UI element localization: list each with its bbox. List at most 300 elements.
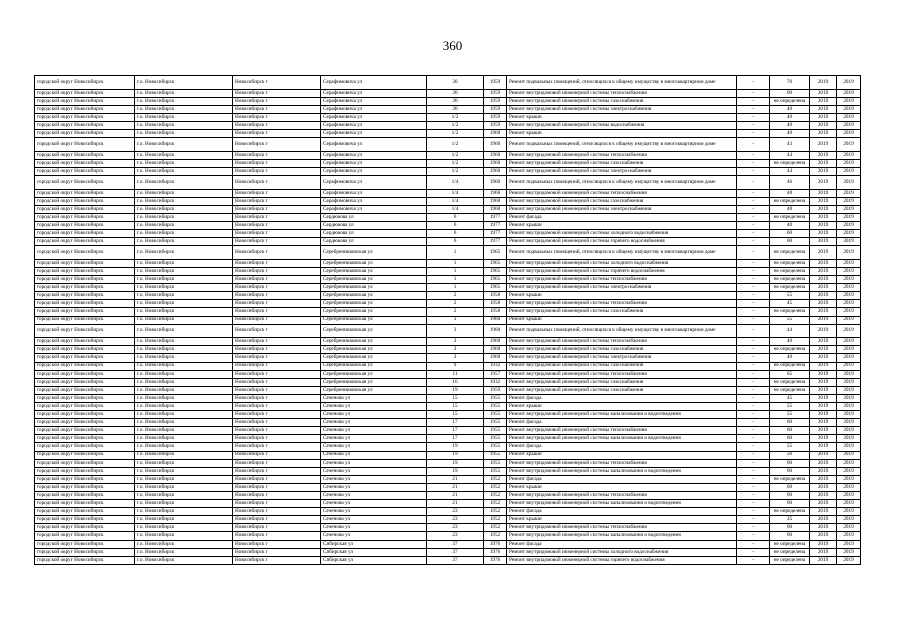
plan-year-end-cell: 2019 <box>837 362 861 370</box>
plan-year-start-cell: 2019 <box>810 394 837 402</box>
locality-cell: Новосибирск г <box>233 500 321 508</box>
plan-year-end-cell: 2019 <box>837 316 861 324</box>
locality-cell: Новосибирск г <box>233 370 321 378</box>
municipality-cell: г.о. Новосибирск <box>135 138 233 152</box>
build-year-cell: 1957 <box>484 370 507 378</box>
plan-year-start-cell: 2019 <box>810 222 837 230</box>
build-year-cell: 1965 <box>484 284 507 292</box>
work-type-cell: Ремонт крыши <box>507 113 737 121</box>
table-row <box>35 548 861 556</box>
build-year-cell: 1958 <box>484 308 507 316</box>
plan-year-start-cell: 2019 <box>810 435 837 443</box>
district-cell: городской округ Новосибирск <box>35 76 135 90</box>
municipality-cell: г.о. Новосибирск <box>135 524 233 532</box>
cost-cell: 60 <box>770 427 810 435</box>
street-cell: Сеченова ул <box>321 419 427 427</box>
table-row <box>35 121 861 129</box>
work-type-cell: Ремонт внутридомовой инженерной системы канализования и водоотведения <box>507 532 737 540</box>
work-type-cell: Ремонт внутридомовой инженерной системы газоснабжения <box>507 308 737 316</box>
dash-cell: - <box>737 508 770 516</box>
street-cell: Серебренниковская ул <box>321 284 427 292</box>
municipality-cell: г.о. Новосибирск <box>135 556 233 564</box>
plan-year-start-cell: 2019 <box>810 205 837 213</box>
municipality-cell: г.о. Новосибирск <box>135 419 233 427</box>
plan-year-start-cell: 2019 <box>810 402 837 410</box>
street-cell: Сеченова ул <box>321 443 427 451</box>
district-cell: городской округ Новосибирск <box>35 159 135 167</box>
district-cell: городской округ Новосибирск <box>35 556 135 564</box>
plan-year-start-cell: 2019 <box>810 151 837 159</box>
house-number-cell: 30 <box>427 89 484 97</box>
work-type-cell: Ремонт подвальных помещений, относящихся к общему имуществу в многоквартирном доме <box>507 176 737 190</box>
capital-repair-table <box>34 75 861 565</box>
cost-cell: не определена <box>770 267 810 275</box>
street-cell: Сеченова ул <box>321 402 427 410</box>
plan-year-end-cell: 2019 <box>837 189 861 197</box>
cost-cell: не определена <box>770 259 810 267</box>
district-cell: городской округ Новосибирск <box>35 346 135 354</box>
street-cell: Сердюкова ул <box>321 222 427 230</box>
plan-year-end-cell: 2019 <box>837 159 861 167</box>
work-type-cell: Ремонт внутридомовой инженерной системы газоснабжения <box>507 378 737 386</box>
house-number-cell: 3 <box>427 316 484 324</box>
municipality-cell: г.о. Новосибирск <box>135 159 233 167</box>
municipality-cell: г.о. Новосибирск <box>135 205 233 213</box>
work-type-cell: Ремонт внутридомовой инженерной системы теплоснабжения <box>507 338 737 346</box>
plan-year-end-cell: 2019 <box>837 556 861 564</box>
plan-year-start-cell: 2019 <box>810 483 837 491</box>
street-cell: Серафимовича ул <box>321 151 427 159</box>
municipality-cell: г.о. Новосибирск <box>135 516 233 524</box>
plan-year-end-cell: 2019 <box>837 222 861 230</box>
district-cell: городской округ Новосибирск <box>35 540 135 548</box>
house-number-cell: 23 <box>427 516 484 524</box>
plan-year-start-cell: 2019 <box>810 189 837 197</box>
locality-cell: Новосибирск г <box>233 378 321 386</box>
work-type-cell: Ремонт внутридомовой инженерной системы холодного водоснабжения <box>507 259 737 267</box>
plan-year-start-cell: 2019 <box>810 500 837 508</box>
plan-year-start-cell: 2019 <box>810 276 837 284</box>
work-type-cell: Ремонт фасада <box>507 475 737 483</box>
table-row <box>35 238 861 246</box>
municipality-cell: г.о. Новосибирск <box>135 89 233 97</box>
district-cell: городской округ Новосибирск <box>35 459 135 467</box>
locality-cell: Новосибирск г <box>233 189 321 197</box>
dash-cell: - <box>737 89 770 97</box>
plan-year-end-cell: 2019 <box>837 435 861 443</box>
municipality-cell: г.о. Новосибирск <box>135 213 233 221</box>
locality-cell: Новосибирск г <box>233 113 321 121</box>
plan-year-end-cell: 2019 <box>837 548 861 556</box>
dash-cell: - <box>737 230 770 238</box>
table-row <box>35 308 861 316</box>
work-type-cell: Ремонт фасада <box>507 213 737 221</box>
table-row <box>35 176 861 190</box>
work-type-cell: Ремонт внутридомовой инженерной системы теплоснабжения <box>507 427 737 435</box>
district-cell: городской округ Новосибирск <box>35 189 135 197</box>
municipality-cell: г.о. Новосибирск <box>135 394 233 402</box>
district-cell: городской округ Новосибирск <box>35 197 135 205</box>
cost-cell: не определена <box>770 378 810 386</box>
work-type-cell: Ремонт подвальных помещений, относящихся к общему имуществу в многоквартирном доме <box>507 324 737 338</box>
build-year-cell: 1977 <box>484 230 507 238</box>
build-year-cell: 1955 <box>484 394 507 402</box>
build-year-cell: 1977 <box>484 238 507 246</box>
street-cell: Серафимовича ул <box>321 176 427 190</box>
work-type-cell: Ремонт внутридомовой инженерной системы теплоснабжения <box>507 459 737 467</box>
plan-year-start-cell: 2019 <box>810 130 837 138</box>
municipality-cell: г.о. Новосибирск <box>135 197 233 205</box>
plan-year-end-cell: 2019 <box>837 205 861 213</box>
cost-cell: не определена <box>770 362 810 370</box>
work-type-cell: Ремонт внутридомовой инженерной системы горячего водоснабжения <box>507 238 737 246</box>
plan-year-start-cell: 2019 <box>810 213 837 221</box>
locality-cell: Новосибирск г <box>233 159 321 167</box>
cost-cell: 60 <box>770 89 810 97</box>
table-row <box>35 189 861 197</box>
work-type-cell: Ремонт подвальных помещений, относящихся к общему имуществу в многоквартирном доме <box>507 138 737 152</box>
locality-cell: Новосибирск г <box>233 338 321 346</box>
street-cell: Сеченова ул <box>321 451 427 459</box>
plan-year-start-cell: 2019 <box>810 346 837 354</box>
municipality-cell: г.о. Новосибирск <box>135 324 233 338</box>
dash-cell: - <box>737 167 770 175</box>
municipality-cell: г.о. Новосибирск <box>135 284 233 292</box>
table-row <box>35 338 861 346</box>
cost-cell: 70 <box>770 76 810 90</box>
dash-cell: - <box>737 386 770 394</box>
street-cell: Серебренниковская ул <box>321 300 427 308</box>
locality-cell: Новосибирск г <box>233 451 321 459</box>
cost-cell: 60 <box>770 230 810 238</box>
municipality-cell: г.о. Новосибирск <box>135 402 233 410</box>
plan-year-end-cell: 2019 <box>837 467 861 475</box>
dash-cell: - <box>737 276 770 284</box>
street-cell: Серебренниковская ул <box>321 378 427 386</box>
house-number-cell: 1 <box>427 267 484 275</box>
plan-year-end-cell: 2019 <box>837 427 861 435</box>
plan-year-start-cell: 2019 <box>810 121 837 129</box>
plan-year-end-cell: 2019 <box>837 500 861 508</box>
cost-cell: 40 <box>770 222 810 230</box>
dash-cell: - <box>737 411 770 419</box>
municipality-cell: г.о. Новосибирск <box>135 167 233 175</box>
street-cell: Серафимовича ул <box>321 121 427 129</box>
plan-year-start-cell: 2019 <box>810 176 837 190</box>
plan-year-end-cell: 2019 <box>837 524 861 532</box>
house-number-cell: 1/4 <box>427 176 484 190</box>
table-row <box>35 459 861 467</box>
build-year-cell: 1955 <box>484 402 507 410</box>
district-cell: городской округ Новосибирск <box>35 354 135 362</box>
plan-year-end-cell: 2019 <box>837 378 861 386</box>
house-number-cell: 3 <box>427 324 484 338</box>
build-year-cell: 1955 <box>484 427 507 435</box>
locality-cell: Новосибирск г <box>233 324 321 338</box>
build-year-cell: 1960 <box>484 205 507 213</box>
table-row <box>35 427 861 435</box>
plan-year-end-cell: 2019 <box>837 394 861 402</box>
cost-cell: 40 <box>770 105 810 113</box>
house-number-cell: 19 <box>427 459 484 467</box>
table-body <box>35 76 861 565</box>
locality-cell: Новосибирск г <box>233 292 321 300</box>
locality-cell: Новосибирск г <box>233 443 321 451</box>
build-year-cell: 1960 <box>484 167 507 175</box>
cost-cell: 46 <box>770 176 810 190</box>
plan-year-end-cell: 2019 <box>837 167 861 175</box>
table-row <box>35 259 861 267</box>
cost-cell: 60 <box>770 500 810 508</box>
cost-cell: 60 <box>770 532 810 540</box>
district-cell: городской округ Новосибирск <box>35 500 135 508</box>
municipality-cell: г.о. Новосибирск <box>135 483 233 491</box>
build-year-cell: 1959 <box>484 105 507 113</box>
dash-cell: - <box>737 524 770 532</box>
table-row <box>35 508 861 516</box>
locality-cell: Новосибирск г <box>233 459 321 467</box>
street-cell: Сеченова ул <box>321 500 427 508</box>
work-type-cell: Ремонт фасада <box>507 443 737 451</box>
house-number-cell: 21 <box>427 500 484 508</box>
street-cell: Серебренниковская ул <box>321 308 427 316</box>
table-row <box>35 386 861 394</box>
locality-cell: Новосибирск г <box>233 492 321 500</box>
house-number-cell: 1/2 <box>427 167 484 175</box>
table-row <box>35 540 861 548</box>
street-cell: Сеченова ул <box>321 427 427 435</box>
house-number-cell: 1 <box>427 276 484 284</box>
municipality-cell: г.о. Новосибирск <box>135 467 233 475</box>
locality-cell: Новосибирск г <box>233 556 321 564</box>
plan-year-start-cell: 2019 <box>810 259 837 267</box>
locality-cell: Новосибирск г <box>233 76 321 90</box>
work-type-cell: Ремонт внутридомовой инженерной системы водоснабжения <box>507 121 737 129</box>
build-year-cell: 1960 <box>484 138 507 152</box>
district-cell: городской округ Новосибирск <box>35 259 135 267</box>
plan-year-start-cell: 2019 <box>810 238 837 246</box>
build-year-cell: 1959 <box>484 97 507 105</box>
dash-cell: - <box>737 370 770 378</box>
table-row <box>35 467 861 475</box>
build-year-cell: 1955 <box>484 435 507 443</box>
plan-year-end-cell: 2019 <box>837 138 861 152</box>
dash-cell: - <box>737 516 770 524</box>
build-year-cell: 1952 <box>484 500 507 508</box>
house-number-cell: 1 <box>427 259 484 267</box>
plan-year-start-cell: 2019 <box>810 411 837 419</box>
locality-cell: Новосибирск г <box>233 151 321 159</box>
dash-cell: - <box>737 197 770 205</box>
district-cell: городской округ Новосибирск <box>35 89 135 97</box>
dash-cell: - <box>737 205 770 213</box>
locality-cell: Новосибирск г <box>233 238 321 246</box>
street-cell: Сеченова ул <box>321 459 427 467</box>
district-cell: городской округ Новосибирск <box>35 508 135 516</box>
district-cell: городской округ Новосибирск <box>35 411 135 419</box>
build-year-cell: 1960 <box>484 151 507 159</box>
house-number-cell: 11 <box>427 370 484 378</box>
house-number-cell: 1/2 <box>427 121 484 129</box>
table-row <box>35 500 861 508</box>
house-number-cell: 30 <box>427 97 484 105</box>
municipality-cell: г.о. Новосибирск <box>135 532 233 540</box>
plan-year-end-cell: 2019 <box>837 346 861 354</box>
plan-year-start-cell: 2019 <box>810 427 837 435</box>
plan-year-end-cell: 2019 <box>837 230 861 238</box>
plan-year-end-cell: 2019 <box>837 130 861 138</box>
table-row <box>35 197 861 205</box>
work-type-cell: Ремонт подвальных помещений, относящихся к общему имуществу в многоквартирном доме <box>507 246 737 260</box>
table-row <box>35 324 861 338</box>
house-number-cell: 17 <box>427 427 484 435</box>
cost-cell: 55 <box>770 292 810 300</box>
table-row <box>35 89 861 97</box>
build-year-cell: 1955 <box>484 419 507 427</box>
house-number-cell: 30 <box>427 105 484 113</box>
municipality-cell: г.о. Новосибирск <box>135 354 233 362</box>
street-cell: Серафимовича ул <box>321 138 427 152</box>
locality-cell: Новосибирск г <box>233 222 321 230</box>
table-row <box>35 346 861 354</box>
district-cell: городской округ Новосибирск <box>35 276 135 284</box>
dash-cell: - <box>737 189 770 197</box>
build-year-cell: 1977 <box>484 213 507 221</box>
municipality-cell: г.о. Новосибирск <box>135 97 233 105</box>
plan-year-start-cell: 2019 <box>810 354 837 362</box>
house-number-cell: 1/4 <box>427 205 484 213</box>
district-cell: городской округ Новосибирск <box>35 121 135 129</box>
plan-year-start-cell: 2019 <box>810 459 837 467</box>
street-cell: Сердюкова ул <box>321 230 427 238</box>
plan-year-start-cell: 2019 <box>810 284 837 292</box>
street-cell: Серафимовича ул <box>321 130 427 138</box>
street-cell: Сибирская ул <box>321 556 427 564</box>
plan-year-start-cell: 2019 <box>810 76 837 90</box>
plan-year-start-cell: 2019 <box>810 475 837 483</box>
plan-year-end-cell: 2019 <box>837 411 861 419</box>
locality-cell: Новосибирск г <box>233 524 321 532</box>
district-cell: городской округ Новосибирск <box>35 324 135 338</box>
table-row <box>35 213 861 221</box>
build-year-cell: 1965 <box>484 246 507 260</box>
plan-year-end-cell: 2019 <box>837 105 861 113</box>
street-cell: Серебренниковская ул <box>321 267 427 275</box>
house-number-cell: 3 <box>427 346 484 354</box>
cost-cell: 48 <box>770 205 810 213</box>
locality-cell: Новосибирск г <box>233 483 321 491</box>
house-number-cell: 23 <box>427 508 484 516</box>
plan-year-end-cell: 2019 <box>837 483 861 491</box>
municipality-cell: г.о. Новосибирск <box>135 362 233 370</box>
work-type-cell: Ремонт внутридомовой инженерной системы канализования и водоотведения <box>507 435 737 443</box>
table-row <box>35 316 861 324</box>
district-cell: городской округ Новосибирск <box>35 386 135 394</box>
house-number-cell: 1/2 <box>427 130 484 138</box>
plan-year-end-cell: 2019 <box>837 267 861 275</box>
table-row <box>35 130 861 138</box>
build-year-cell: 1952 <box>484 516 507 524</box>
work-type-cell: Ремонт внутридомовой инженерной системы теплоснабжения <box>507 151 737 159</box>
street-cell: Сибирская ул <box>321 540 427 548</box>
table-row <box>35 492 861 500</box>
plan-year-start-cell: 2019 <box>810 97 837 105</box>
cost-cell: не определена <box>770 159 810 167</box>
table-row <box>35 246 861 260</box>
district-cell: городской округ Новосибирск <box>35 292 135 300</box>
street-cell: Серебренниковская ул <box>321 346 427 354</box>
municipality-cell: г.о. Новосибирск <box>135 386 233 394</box>
build-year-cell: 1932 <box>484 378 507 386</box>
cost-cell: 60 <box>770 435 810 443</box>
municipality-cell: г.о. Новосибирск <box>135 411 233 419</box>
locality-cell: Новосибирск г <box>233 548 321 556</box>
dash-cell: - <box>737 427 770 435</box>
locality-cell: Новосибирск г <box>233 427 321 435</box>
work-type-cell: Ремонт внутридомовой инженерной системы электроснабжения <box>507 205 737 213</box>
district-cell: городской округ Новосибирск <box>35 516 135 524</box>
dash-cell: - <box>737 346 770 354</box>
build-year-cell: 1977 <box>484 222 507 230</box>
street-cell: Серебренниковская ул <box>321 354 427 362</box>
house-number-cell: 17 <box>427 419 484 427</box>
work-type-cell: Ремонт крыши <box>507 222 737 230</box>
plan-year-end-cell: 2019 <box>837 459 861 467</box>
table-row <box>35 151 861 159</box>
work-type-cell: Ремонт внутридомовой инженерной системы теплоснабжения <box>507 89 737 97</box>
house-number-cell: 21 <box>427 483 484 491</box>
work-type-cell: Ремонт внутридомовой инженерной системы канализования и водоотведения <box>507 467 737 475</box>
cost-cell: 60 <box>770 524 810 532</box>
table-row <box>35 370 861 378</box>
dash-cell: - <box>737 483 770 491</box>
street-cell: Серафимовича ул <box>321 205 427 213</box>
build-year-cell: 1952 <box>484 492 507 500</box>
page-number: 360 <box>442 38 463 53</box>
table-row <box>35 451 861 459</box>
build-year-cell: 1959 <box>484 76 507 90</box>
build-year-cell: 1960 <box>484 189 507 197</box>
district-cell: городской округ Новосибирск <box>35 130 135 138</box>
district-cell: городской округ Новосибирск <box>35 246 135 260</box>
plan-year-start-cell: 2019 <box>810 443 837 451</box>
house-number-cell: 15 <box>427 402 484 410</box>
cost-cell: не определена <box>770 540 810 548</box>
plan-year-end-cell: 2019 <box>837 89 861 97</box>
locality-cell: Новосибирск г <box>233 386 321 394</box>
municipality-cell: г.о. Новосибирск <box>135 151 233 159</box>
table-row <box>35 435 861 443</box>
street-cell: Сеченова ул <box>321 467 427 475</box>
build-year-cell: 1960 <box>484 316 507 324</box>
plan-year-start-cell: 2019 <box>810 167 837 175</box>
cost-cell: не определена <box>770 346 810 354</box>
work-type-cell: Ремонт внутридомовой инженерной системы канализования и водоотведения <box>507 411 737 419</box>
municipality-cell: г.о. Новосибирск <box>135 435 233 443</box>
table-row <box>35 292 861 300</box>
build-year-cell: 1959 <box>484 113 507 121</box>
build-year-cell: 1959 <box>484 121 507 129</box>
dash-cell: - <box>737 362 770 370</box>
district-cell: городской округ Новосибирск <box>35 97 135 105</box>
district-cell: городской округ Новосибирск <box>35 492 135 500</box>
locality-cell: Новосибирск г <box>233 121 321 129</box>
plan-year-end-cell: 2019 <box>837 532 861 540</box>
street-cell: Серафимовича ул <box>321 189 427 197</box>
cost-cell: не определена <box>770 284 810 292</box>
locality-cell: Новосибирск г <box>233 467 321 475</box>
dash-cell: - <box>737 316 770 324</box>
